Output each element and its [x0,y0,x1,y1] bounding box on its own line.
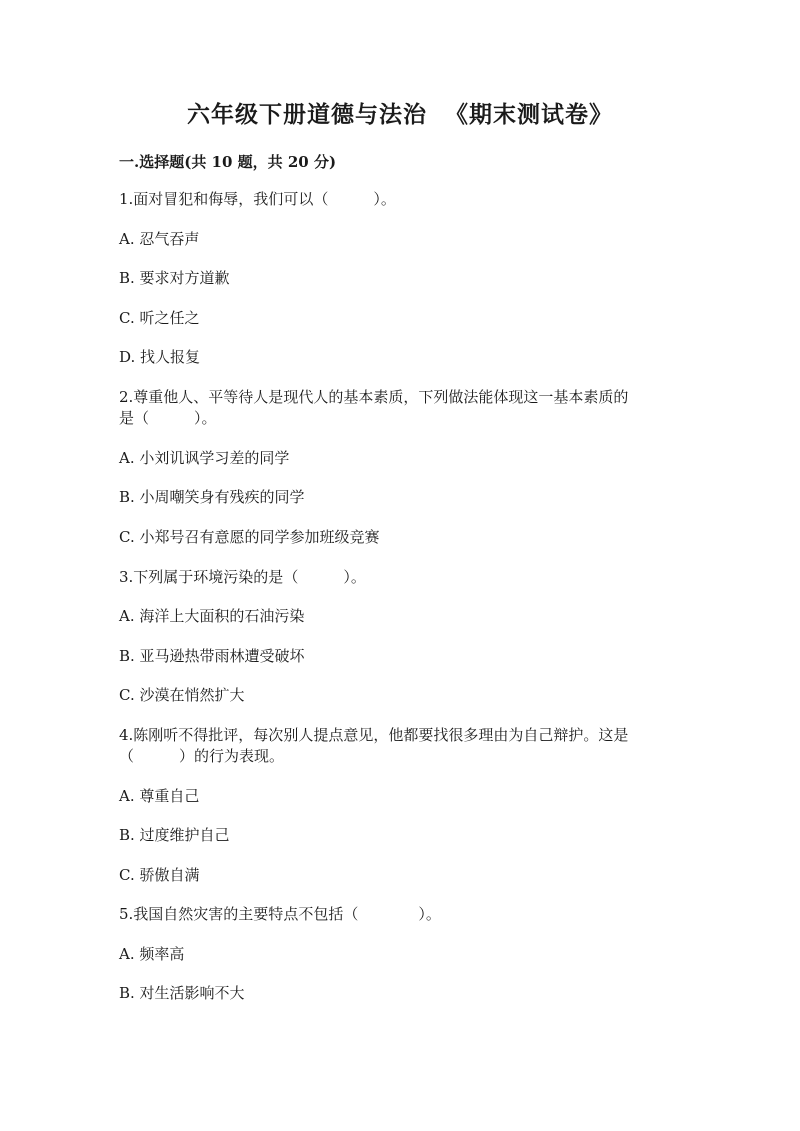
page-title: 六年级下册道德与法治 《期末测试卷》 [186,101,613,128]
question-1-option-d: D. 找人报复 [119,348,201,366]
section-heading: 一.选择题(共 10 题，共 20 分) [119,153,337,171]
question-4-option-c: C. 骄傲自满 [119,866,200,884]
question-1-option-b: B. 要求对方道歉 [119,269,230,287]
question-3-stem: 3.下列属于环境污染的是（ ）。 [119,568,366,586]
question-4-option-b: B. 过度维护自己 [119,826,230,844]
question-3-option-a: A. 海洋上大面积的石油污染 [119,607,305,625]
question-1-option-c: C. 听之任之 [119,309,200,327]
question-2-stem-line-2: 是（ ）。 [119,409,217,427]
question-2-stem-line-1: 2.尊重他人、平等待人是现代人的基本素质，下列做法能体现这一基本素质的 [119,388,629,406]
question-5-option-a: A. 频率高 [119,945,185,963]
question-5-option-b: B. 对生活影响不大 [119,984,245,1002]
question-3-option-b: B. 亚马逊热带雨林遭受破坏 [119,647,305,665]
question-2-option-b: B. 小周嘲笑身有残疾的同学 [119,488,305,506]
question-2-option-c: C. 小郑号召有意愿的同学参加班级竞赛 [119,528,380,546]
question-4-stem-line-1: 4.陈刚听不得批评，每次别人提点意见，他都要找很多理由为自己辩护。这是 [119,726,629,744]
question-1-option-a: A. 忍气吞声 [119,230,200,248]
question-3-option-c: C. 沙漠在悄然扩大 [119,686,245,704]
question-4-stem-line-2: （ ）的行为表现。 [119,747,285,765]
question-1-stem: 1.面对冒犯和侮辱，我们可以（ ）。 [119,190,396,208]
question-4-option-a: A. 尊重自己 [119,787,200,805]
question-5-stem: 5.我国自然灾害的主要特点不包括（ ）。 [119,905,441,923]
question-2-option-a: A. 小刘讥讽学习差的同学 [119,449,290,467]
